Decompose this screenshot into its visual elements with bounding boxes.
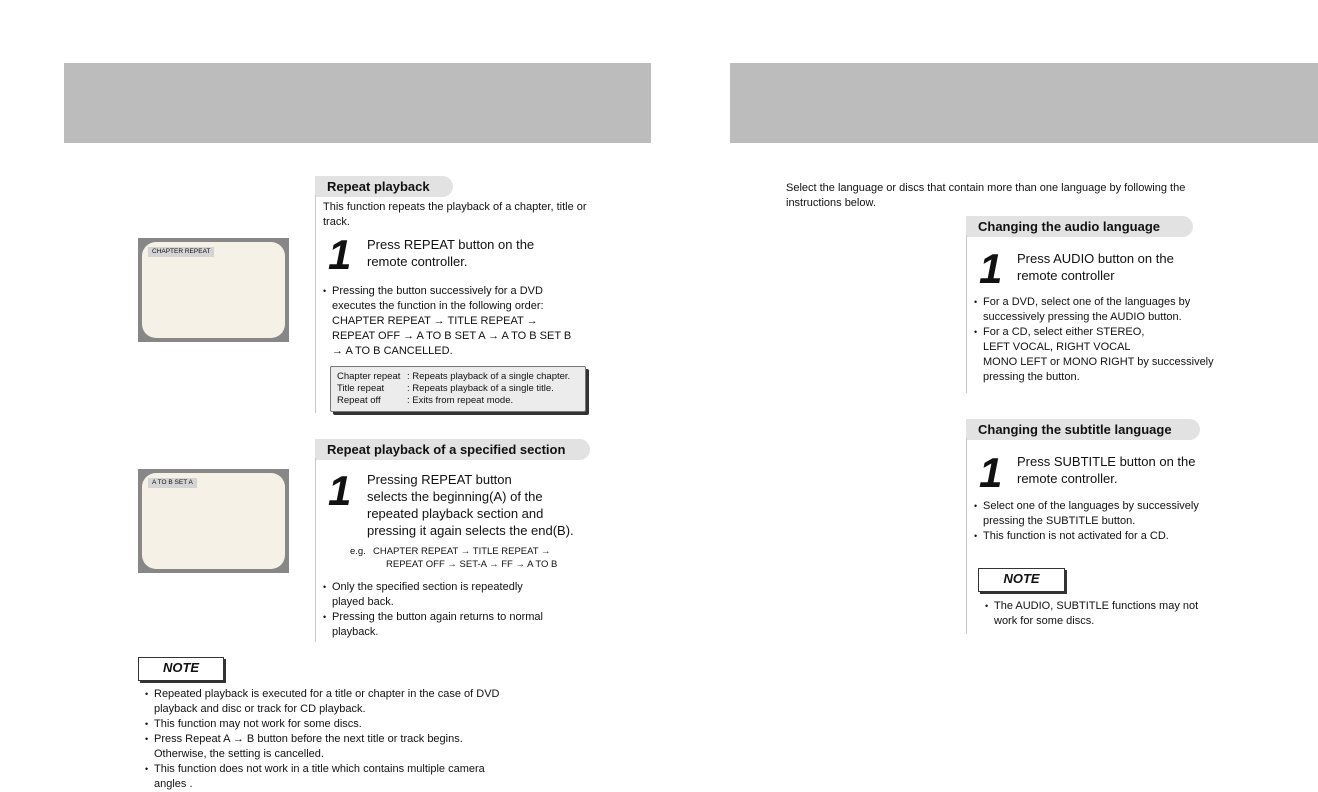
note-item <box>145 732 565 762</box>
intro-line: Select the language or discs that contain more than one language by following the <box>786 182 1186 194</box>
audio-step-line: remote controller <box>1017 268 1115 283</box>
audio-step-text <box>1017 250 1247 284</box>
bullet-line: pressing the SUBTITLE button. <box>983 515 1136 527</box>
section-bullets <box>323 580 608 640</box>
note-line: • This function may not work for some discs. <box>154 718 362 730</box>
screen-osd-label: A TO B SET A <box>148 478 197 488</box>
bullet-line: pressing the button. <box>983 371 1080 383</box>
note-item <box>145 687 565 717</box>
subtitle-step-line: Press SUBTITLE button on the <box>1017 454 1196 469</box>
subtitle-section-rule <box>966 438 967 634</box>
repeat-step-line: remote controller. <box>367 254 468 269</box>
subtitle-language-heading: Changing the subtitle language <box>966 419 1200 440</box>
screen-osd-label: CHAPTER REPEAT <box>148 247 214 257</box>
right-intro <box>786 181 1266 211</box>
bullet-line: • Pressing the button again returns to normal <box>332 611 543 623</box>
section-step-line: pressing it again selects the end(B). <box>367 523 574 538</box>
tv-screen-display <box>142 473 285 569</box>
tv-screen-chapter-repeat <box>138 238 289 342</box>
definition-desc: : Exits from repeat mode. <box>407 395 514 406</box>
left-header-band <box>64 63 651 143</box>
note-line: Otherwise, the setting is cancelled. <box>154 748 324 760</box>
definition-term: Title repeat <box>337 383 385 394</box>
bullet-line: REPEAT OFF → A TO B SET A → A TO B SET B <box>332 330 572 342</box>
bullet-line: MONO LEFT or MONO RIGHT by successively <box>983 356 1214 368</box>
section-example-prefix: e.g. <box>350 546 366 557</box>
bullet-line: • For a DVD, select one of the languages by <box>983 296 1191 308</box>
section-example <box>373 545 613 571</box>
bullet-line: playback. <box>332 626 379 638</box>
bullet-line: • Select one of the languages by successively <box>983 500 1199 512</box>
repeat-step-number: 1 <box>328 231 352 278</box>
bullet-item <box>974 529 1264 544</box>
left-note-list <box>145 687 565 792</box>
subtitle-step-number: 1 <box>979 449 1003 496</box>
section-step-line: selects the beginning(A) of the <box>367 489 543 504</box>
repeat-intro: This function repeats the playback of a chapter, title or track. <box>323 201 587 228</box>
repeat-order-bullet <box>323 284 608 359</box>
bullet-item <box>974 325 1264 385</box>
bullet-line: • Only the specified section is repeatedly <box>332 581 523 593</box>
section-step-number: 1 <box>328 467 352 514</box>
definition-desc: : Repeats playback of a single title. <box>407 383 554 394</box>
bullet-item <box>974 499 1264 529</box>
bullet-line: executes the function in the following order: <box>332 300 544 312</box>
bullet-line: successively pressing the AUDIO button. <box>983 311 1182 323</box>
bullet-item <box>323 580 608 610</box>
subtitle-step-line: remote controller. <box>1017 471 1118 486</box>
repeat-definitions-box <box>330 366 586 412</box>
example-line: REPEAT OFF → SET-A → FF → A TO B <box>386 559 558 570</box>
section-repeat-rule <box>315 458 316 642</box>
left-note-label: NOTE <box>138 657 224 681</box>
bullet-line: → A TO B CANCELLED. <box>332 345 453 357</box>
subtitle-step-text <box>1017 453 1247 487</box>
bullet-line: • This function is not activated for a CD. <box>983 530 1169 542</box>
definition-row <box>337 371 579 383</box>
section-repeat-heading: Repeat playback of a specified section <box>315 439 590 460</box>
audio-step-number: 1 <box>979 245 1003 292</box>
repeat-playback-heading: Repeat playback <box>315 176 453 197</box>
tv-screen-display <box>142 242 285 338</box>
note-line: work for some discs. <box>994 615 1095 627</box>
note-line: playback and disc or track for CD playback. <box>154 703 366 715</box>
repeat-section-rule <box>315 195 316 413</box>
note-line: • The AUDIO, SUBTITLE functions may not <box>994 600 1199 612</box>
bullet-item <box>323 610 608 640</box>
section-step-line: repeated playback section and <box>367 506 544 521</box>
note-item <box>985 599 1255 629</box>
bullet-line: CHAPTER REPEAT → TITLE REPEAT → <box>332 315 538 327</box>
right-header-band <box>730 63 1318 143</box>
note-line: • Press Repeat A → B button before the next title or track begins. <box>154 733 463 745</box>
note-item <box>145 762 565 792</box>
definition-term: Chapter repeat <box>337 371 401 382</box>
right-note-label: NOTE <box>978 568 1065 592</box>
repeat-step-line: Press REPEAT button on the <box>367 237 535 252</box>
definition-term: Repeat off <box>337 395 381 406</box>
example-line: CHAPTER REPEAT → TITLE REPEAT → <box>373 546 551 557</box>
definition-row <box>337 395 579 407</box>
definition-desc: : Repeats playback of a single chapter. <box>407 371 571 382</box>
bullet-line: • For a CD, select either STEREO, <box>983 326 1145 338</box>
tv-screen-a-to-b <box>138 469 289 573</box>
bullet-item <box>323 284 608 359</box>
bullet-item <box>974 295 1264 325</box>
note-line: angles . <box>154 778 193 790</box>
note-line: • This function does not work in a title which contains multiple camera <box>154 763 485 775</box>
intro-line: instructions below. <box>786 197 876 209</box>
definition-row <box>337 383 579 395</box>
note-line: • Repeated playback is executed for a title or chapter in the case of DVD <box>154 688 500 700</box>
repeat-step-text <box>367 236 597 270</box>
section-step-line: Pressing REPEAT button <box>367 472 512 487</box>
subtitle-bullets <box>974 499 1264 544</box>
audio-section-rule <box>966 235 967 393</box>
bullet-line: played back. <box>332 596 394 608</box>
right-note-list <box>985 599 1255 629</box>
bullet-line: • Pressing the button successively for a DVD <box>332 285 543 297</box>
audio-bullets <box>974 295 1264 385</box>
note-item <box>145 717 565 732</box>
bullet-line: LEFT VOCAL, RIGHT VOCAL <box>983 341 1131 353</box>
audio-language-heading: Changing the audio language <box>966 216 1193 237</box>
audio-step-line: Press AUDIO button on the <box>1017 251 1174 266</box>
section-step-text <box>367 471 607 539</box>
